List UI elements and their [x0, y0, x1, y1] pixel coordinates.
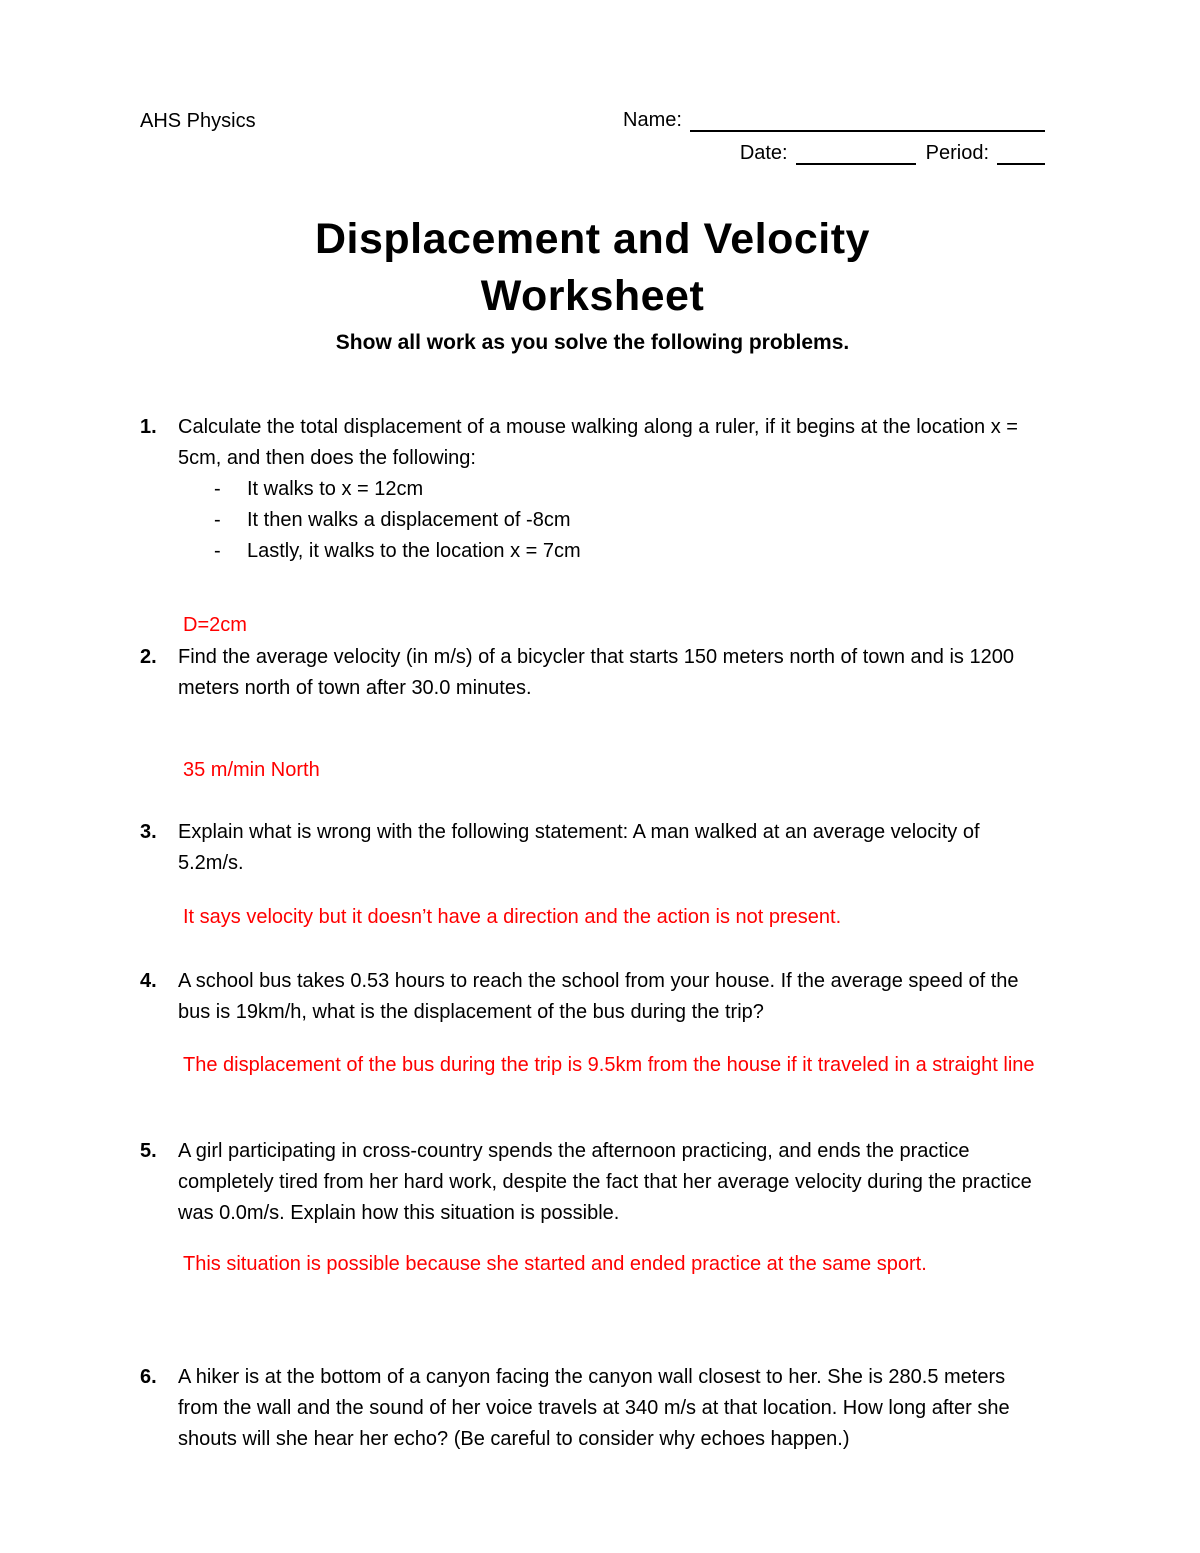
question-3-number: 3. — [140, 820, 157, 843]
question-6 — [140, 1362, 1045, 1455]
title-line-2: Worksheet — [480, 271, 705, 320]
page-title — [140, 211, 1045, 325]
question-4-number: 4. — [140, 969, 157, 992]
bullet-text: It walks to x = 12cm — [247, 477, 424, 500]
question-2 — [140, 642, 1045, 704]
answer-3: It says velocity but it doesn’t have a direction and the action is not present. — [183, 905, 842, 928]
header-fields — [623, 108, 1045, 165]
question-5-number: 5. — [140, 1139, 157, 1162]
instructions-subtitle: Show all work as you solve the following problems. — [335, 330, 850, 354]
question-5-text: A girl participating in cross-country spends the afternoon practicing, and ends the practice completely tired from her hard work, despite the fact that her average velocity during the practice was 0.0m/s. Explain how this situation is possible. — [178, 1139, 1032, 1224]
question-1-bullets — [178, 474, 1045, 567]
bullet-dash: - — [214, 539, 221, 562]
date-label: Date: — [739, 142, 788, 164]
bullet-dash: - — [214, 508, 221, 531]
question-4 — [140, 966, 1045, 1028]
date-period-row — [623, 141, 1045, 165]
question-1 — [140, 412, 1045, 567]
question-5 — [140, 1136, 1045, 1229]
question-1-text: Calculate the total displacement of a mouse walking along a ruler, if it begins at the location x = 5cm, and then does the following: — [178, 415, 1018, 469]
question-2-text: Find the average velocity (in m/s) of a bicycler that starts 150 meters north of town and is 1200 meters north of town after 30.0 minutes. — [178, 645, 1014, 699]
question-list — [140, 412, 1045, 1455]
answer-2: 35 m/min North — [183, 758, 320, 781]
name-row — [623, 108, 1045, 132]
date-blank-line — [796, 141, 916, 165]
question-1-body — [178, 412, 1045, 567]
answer-5: This situation is possible because she started and ended practice at the same sport. — [183, 1252, 927, 1275]
question-6-text: A hiker is at the bottom of a canyon facing the canyon wall closest to her. She is 280.5 meters from the wall and the sound of her voice travels at 340 m/s at that location. How long after she shouts will she hear her echo? (Be careful to consider why echoes happen.) — [178, 1365, 1010, 1450]
bullet-item — [178, 505, 1045, 536]
header — [140, 108, 1045, 165]
bullet-dash: - — [214, 477, 221, 500]
course-label: AHS Physics — [140, 110, 256, 132]
answer-4: The displacement of the bus during the trip is 9.5km from the house if it traveled in a straight line — [183, 1053, 1035, 1076]
name-blank-line — [690, 108, 1045, 132]
answer-1: D=2cm — [183, 613, 247, 636]
question-3-text: Explain what is wrong with the following statement: A man walked at an average velocity of 5.2m/s. — [178, 820, 980, 874]
bullet-text: Lastly, it walks to the location x = 7cm — [247, 539, 581, 562]
question-6-number: 6. — [140, 1365, 157, 1388]
period-blank-line — [997, 141, 1045, 165]
question-3 — [140, 817, 1045, 879]
question-4-text: A school bus takes 0.53 hours to reach the school from your house. If the average speed of the bus is 19km/h, what is the displacement of the bus during the trip? — [178, 969, 1019, 1023]
period-label: Period: — [925, 142, 989, 164]
bullet-item — [178, 474, 1045, 505]
bullet-item — [178, 536, 1045, 567]
question-2-number: 2. — [140, 645, 157, 668]
question-1-number: 1. — [140, 415, 157, 438]
title-line-1: Displacement and Velocity — [315, 215, 870, 263]
bullet-text: It then walks a displacement of -8cm — [247, 508, 571, 531]
name-label: Name: — [623, 109, 682, 131]
title-block — [140, 211, 1045, 355]
